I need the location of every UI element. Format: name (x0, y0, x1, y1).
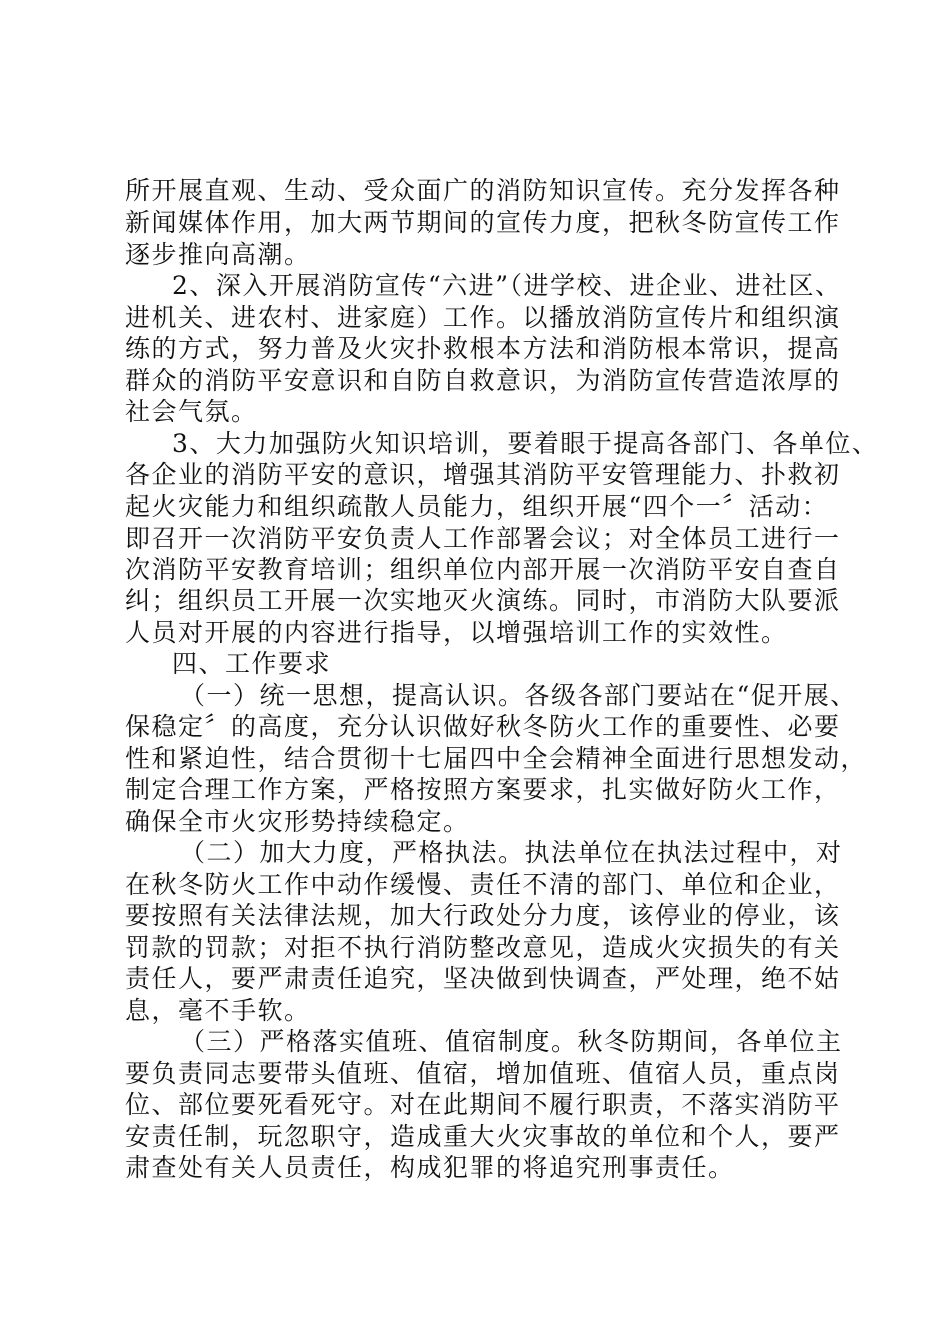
text-line: 制定合理工作方案，严格按照方案要求，扎实做好防火工作， (125, 775, 841, 804)
text-line: 保稳定〞的高度，充分认识做好秋冬防火工作的重要性、必要 (125, 712, 841, 741)
text-line: 群众的消防平安意识和自防自救意识，为消防宣传营造浓厚的 (125, 366, 841, 395)
text-line: 逐步推向高潮。 (125, 240, 311, 269)
text-line: 位、部位要死看死守。对在此期间不履行职责，不落实消防平 (125, 1090, 841, 1119)
text-line: 肃查处有关人员责任，构成犯罪的将追究刑事责任。 (125, 1153, 735, 1182)
text-line: 要负责同志要带头值班、值宿，增加值班、值宿人员，重点岗 (125, 1059, 841, 1088)
text-line: 进机关、进农村、进家庭）工作。以播放消防宣传片和组织演 (125, 303, 841, 332)
text-line: （三）严格落实值班、值宿制度。秋冬防期间，各单位主 (180, 1027, 843, 1056)
text-line: 3、大力加强防火知识培训，要着眼于提高各部门、各单位、 (172, 429, 879, 458)
text-line: 确保全市火灾形势持续稳定。 (125, 807, 470, 836)
text-line: 各企业的消防平安的意识，增强其消防平安管理能力、扑救初 (125, 460, 841, 489)
text-line: （一）统一思想，提高认识。各级各部门要站在“促开展、 (180, 681, 857, 710)
text-line: 次消防平安教育培训；组织单位内部开展一次消防平安自查自 (125, 555, 841, 584)
text-line: 社会气氛。 (125, 397, 258, 426)
text-line: 2、深入开展消防宣传“六进”（进学校、进企业、进社区、 (172, 271, 842, 300)
text-line: 要按照有关法律法规，加大行政处分力度，该停业的停业，该 (125, 901, 841, 930)
text-line: 罚款的罚款；对拒不执行消防整改意见，造成火灾损失的有关 (125, 933, 841, 962)
text-line: 起火灾能力和组织疏散人员能力，组织开展“四个一〞活动： (125, 492, 829, 521)
section-heading: 四、工作要求 (172, 649, 332, 678)
text-line: 新闻媒体作用，加大两节期间的宣传力度，把秋冬防宣传工作 (125, 208, 841, 237)
text-line: 性和紧迫性，结合贯彻十七届四中全会精神全面进行思想发动， (125, 744, 868, 773)
text-line: 人员对开展的内容进行指导，以增强培训工作的实效性。 (125, 618, 788, 647)
text-line: 息，毫不手软。 (125, 996, 311, 1025)
text-line: 在秋冬防火工作中动作缓慢、责任不清的部门、单位和企业， (125, 870, 841, 899)
text-line: 练的方式，努力普及火灾扑救根本方法和消防根本常识，提高 (125, 334, 841, 363)
text-line: 即召开一次消防平安负责人工作部署会议；对全体员工进行一 (125, 524, 841, 553)
text-line: 安责任制，玩忽职守，造成重大火灾事故的单位和个人，要严 (125, 1122, 841, 1151)
text-line: 所开展直观、生动、受众面广的消防知识宣传。充分发挥各种 (125, 176, 841, 205)
text-line: （二）加大力度，严格执法。执法单位在执法过程中，对 (180, 838, 843, 867)
text-line: 纠；组织员工开展一次实地灭火演练。同时，市消防大队要派 (125, 586, 841, 615)
text-line: 责任人，要严肃责任追究，坚决做到快调查，严处理，绝不姑 (125, 964, 841, 993)
